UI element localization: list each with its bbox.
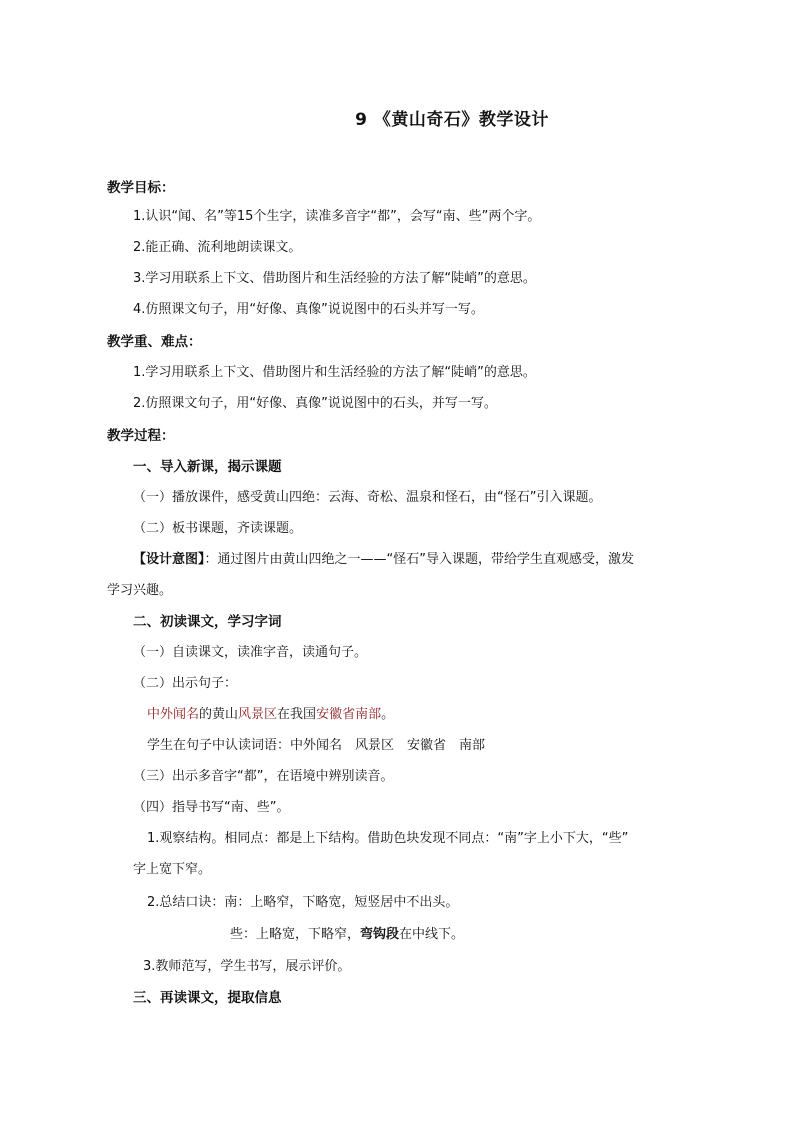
- goals-heading: 教学目标：: [107, 180, 175, 196]
- mnemonic-bold: 弯钩段: [360, 927, 400, 942]
- sub-step2-line2: [230, 925, 464, 945]
- sentence-word-scenic: 风景区: [238, 707, 278, 722]
- section3-heading: 三、再读课文，提取信息: [133, 990, 282, 1006]
- sentence-word-anhui: 安徽省南部: [316, 707, 382, 722]
- sentence-end: 。: [381, 707, 395, 722]
- sentence-word-famous: 中外闻名: [147, 707, 200, 722]
- mnemonic-suffix: 在中线下。: [399, 927, 465, 942]
- goal-item-3: 3.学习用联系上下文、借助图片和生活经验的方法了解“陡峭”的意思。: [133, 271, 536, 286]
- section1-heading: 一、导入新课，揭示课题: [133, 459, 282, 475]
- design-intent-text: ：通过图片由黄山四绝之一——“怪石”导入课题，带给学生直观感受，激发: [204, 552, 634, 567]
- section1-step1: （一）播放课件，感受黄山四绝：云海、奇松、温泉和怪石，由“怪石”引入课题。: [133, 490, 602, 505]
- words-line: 学生在句子中认读词语：中外闻名 风景区 安徽省 南部: [147, 738, 486, 753]
- sub-step3: 3.教师范写，学生书写，展示评价。: [143, 959, 351, 974]
- goal-item-4: 4.仿照课文句子，用“好像、真像”说说图中的石头并写一写。: [133, 302, 484, 317]
- keypoint-item-2: 2.仿照课文句子，用“好像、真像”说说图中的石头，并写一写。: [133, 396, 497, 411]
- mnemonic-prefix: 些：上略宽，下略窄，: [230, 927, 361, 942]
- sentence-text-1: 的黄山: [199, 707, 239, 722]
- design-intent-line2: 学习兴趣。: [107, 583, 173, 598]
- sub-step1-line2: 字上宽下窄。: [133, 862, 212, 877]
- goal-item-1: 1.认识“闻、名”等15个生字，读准多音字“都”，会写“南、些”两个字。: [133, 209, 541, 224]
- design-intent-line1: [133, 550, 634, 570]
- section2-step4: （四）指导书写“南、些”。: [133, 800, 290, 815]
- section1-step2: （二）板书课题，齐读课题。: [133, 521, 303, 536]
- keypoints-heading: 教学重、难点：: [107, 334, 202, 350]
- section2-step1: （一）自读课文，读准字音，读通句子。: [133, 645, 368, 660]
- sentence-text-2: 在我国: [277, 707, 317, 722]
- section2-step3: （三）出示多音字“都”，在语境中辨别读音。: [133, 769, 394, 784]
- sub-step1-line1: 1.观察结构。相同点：都是上下结构。借助色块发现不同点：“南”字上小下大，“些”: [147, 831, 629, 846]
- sample-sentence: [147, 705, 394, 725]
- section2-heading: 二、初读课文，学习字词: [133, 614, 282, 630]
- process-heading: 教学过程：: [107, 428, 175, 444]
- section2-step2: （二）出示句子：: [133, 676, 238, 691]
- sub-step2-line1: 2.总结口诀：南：上略窄，下略宽，短竖居中不出头。: [147, 895, 459, 910]
- page-title: 9 《黄山奇石》教学设计: [355, 110, 549, 130]
- design-intent-label: 【设计意图】: [133, 552, 205, 567]
- keypoint-item-1: 1.学习用联系上下文、借助图片和生活经验的方法了解“陡峭”的意思。: [133, 365, 536, 380]
- goal-item-2: 2.能正确、流利地朗读课文。: [133, 240, 302, 255]
